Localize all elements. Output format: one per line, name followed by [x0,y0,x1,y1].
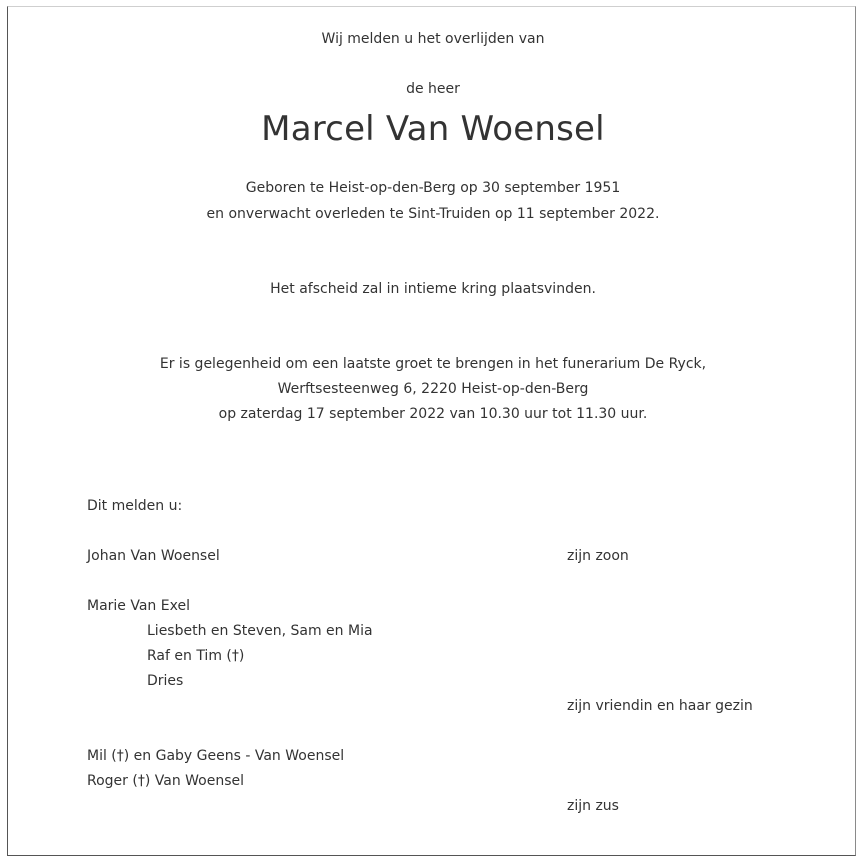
farewell-line: Het afscheid zal in intieme kring plaatsvinden. [270,281,596,297]
deceased-name: Marcel Van Woensel [261,109,605,149]
viewing-line-1: Er is gelegenheid om een laatste groet te brengen in het funerarium De Ryck, [159,356,707,372]
death-line: en onverwacht overleden te Sint-Truiden op 11 september 2022. [206,206,660,222]
sister-relation: zijn zus [567,798,619,814]
son-relation: zijn zoon [567,548,629,564]
friend-member-2: Raf en Tim (†) [147,648,245,664]
viewing-line-2: Werftsesteenweg 6, 2220 Heist-op-den-Berg [277,381,589,397]
friend-member-3: Dries [147,673,184,689]
birth-line: Geboren te Heist-op-den-Berg op 30 september 1951 [245,180,621,196]
son-name: Johan Van Woensel [87,548,220,564]
viewing-line-3: op zaterdag 17 september 2022 van 10.30 uur tot 11.30 uur. [218,406,648,422]
sister-name-1: Mil (†) en Gaby Geens - Van Woensel [87,748,345,764]
family-intro: Dit melden u: [87,498,183,514]
friend-member-1: Liesbeth en Steven, Sam en Mia [147,623,373,639]
friend-name: Marie Van Exel [87,598,190,614]
sister-name-2: Roger (†) Van Woensel [87,773,245,789]
honorific-text: de heer [406,81,460,97]
intro-text: Wij melden u het overlijden van [321,31,545,47]
friend-relation: zijn vriendin en haar gezin [567,698,753,714]
